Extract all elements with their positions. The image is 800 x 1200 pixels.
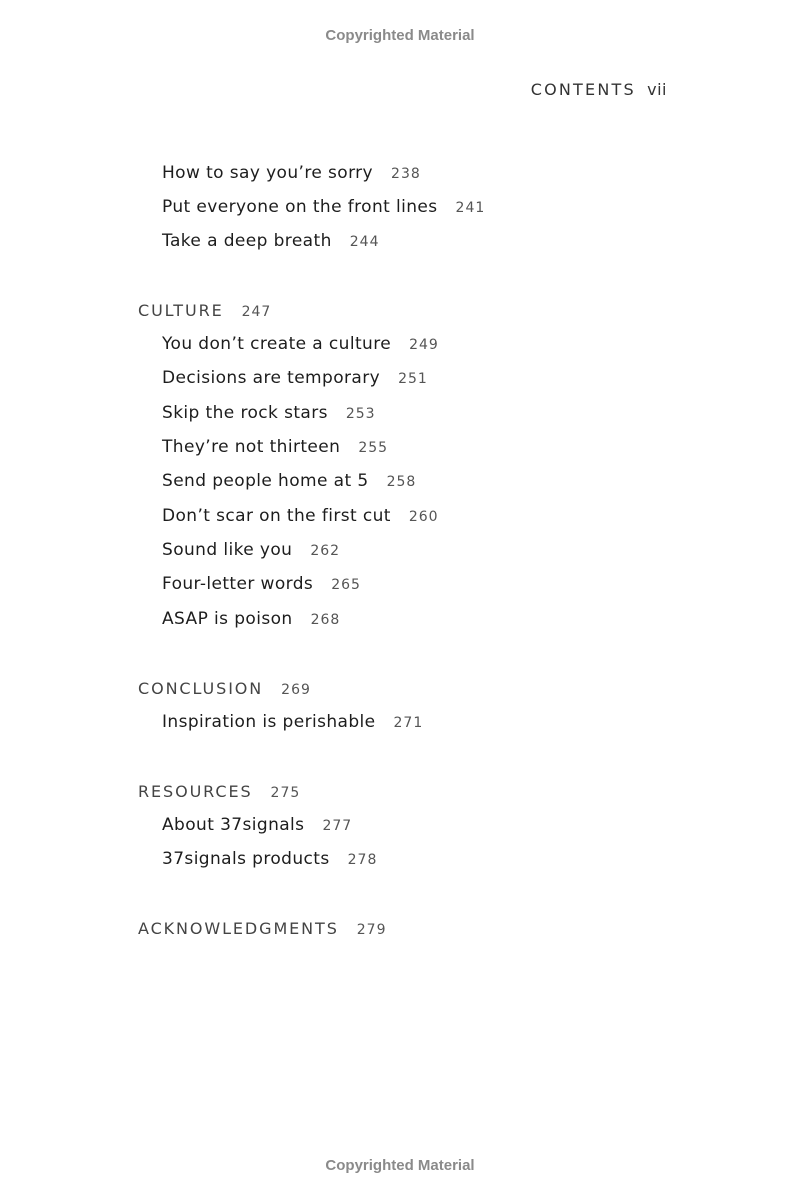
toc-entry <box>162 508 439 525</box>
toc-entry <box>162 542 340 559</box>
toc-entry-title: Decisions are temporary <box>162 368 381 388</box>
toc-entry-title: About 37signals <box>162 815 305 835</box>
toc-entry <box>162 817 352 834</box>
toc-entry-page: 249 <box>409 337 439 353</box>
toc-section-heading <box>138 784 300 800</box>
toc-section-title: RESOURCES <box>138 782 253 801</box>
toc-entry-page: 277 <box>322 818 353 834</box>
copyright-watermark-top: Copyrighted Material <box>325 27 475 44</box>
toc-entry-page: 262 <box>310 543 341 559</box>
toc-entry <box>162 165 421 182</box>
toc-section-title: CULTURE <box>138 301 224 320</box>
running-head <box>531 80 667 99</box>
toc-entry <box>162 199 485 216</box>
toc-entry <box>162 233 379 250</box>
toc-entry-title: You don’t create a culture <box>162 334 392 354</box>
toc-entry-page: 268 <box>310 612 341 628</box>
toc-entry <box>162 714 423 731</box>
toc-entry-title: Send people home at 5 <box>162 471 369 491</box>
toc-entry-title: Don’t scar on the first cut <box>162 506 391 526</box>
toc-section-heading <box>138 681 311 697</box>
toc-entry <box>162 473 416 490</box>
toc-entry <box>162 576 361 593</box>
toc-entry-page: 260 <box>408 509 439 525</box>
toc-entry-title: Sound like you <box>162 540 293 560</box>
toc-section-page: 269 <box>281 682 311 698</box>
toc-entry <box>162 851 377 868</box>
toc-entry-title: How to say you’re sorry <box>162 163 374 183</box>
toc-section-title: CONCLUSION <box>138 679 264 698</box>
toc-section-page: 275 <box>270 785 301 801</box>
toc-section-heading <box>138 921 387 937</box>
toc-entry-page: 244 <box>349 234 380 250</box>
toc-entry <box>162 336 439 353</box>
toc-entry-title: Inspiration is perishable <box>162 712 376 732</box>
toc-entry-title: Put everyone on the front lines <box>162 197 438 217</box>
page-folio: vii <box>647 80 667 99</box>
toc-entry <box>162 405 376 422</box>
toc-entry-title: Four-letter words <box>162 574 314 594</box>
toc-entry-page: 241 <box>455 200 486 216</box>
toc-entry-title: Skip the rock stars <box>162 403 328 423</box>
toc-entry <box>162 370 428 387</box>
toc-section-title: ACKNOWLEDGMENTS <box>138 919 339 938</box>
toc-entry-page: 251 <box>398 371 428 387</box>
toc-entry <box>162 611 340 628</box>
toc-entry-page: 258 <box>386 474 417 490</box>
toc-entry-title: They’re not thirteen <box>162 437 341 457</box>
toc-section-heading <box>138 303 271 319</box>
toc-entry-page: 253 <box>345 406 376 422</box>
toc-entry-title: 37signals products <box>162 849 330 869</box>
toc-entry-page: 265 <box>331 577 361 593</box>
toc-section-page: 279 <box>356 922 387 938</box>
toc-entry-title: Take a deep breath <box>162 231 332 251</box>
toc-entry <box>162 439 388 456</box>
toc-entry-title: ASAP is poison <box>162 609 293 629</box>
toc-entry-page: 255 <box>358 440 389 456</box>
running-head-label: CONTENTS <box>530 80 636 99</box>
toc-entry-page: 238 <box>391 166 421 182</box>
toc-section-page: 247 <box>241 304 272 320</box>
copyright-watermark-bottom: Copyrighted Material <box>325 1157 475 1174</box>
toc-entry-page: 278 <box>347 852 378 868</box>
toc-entry-page: 271 <box>393 715 424 731</box>
